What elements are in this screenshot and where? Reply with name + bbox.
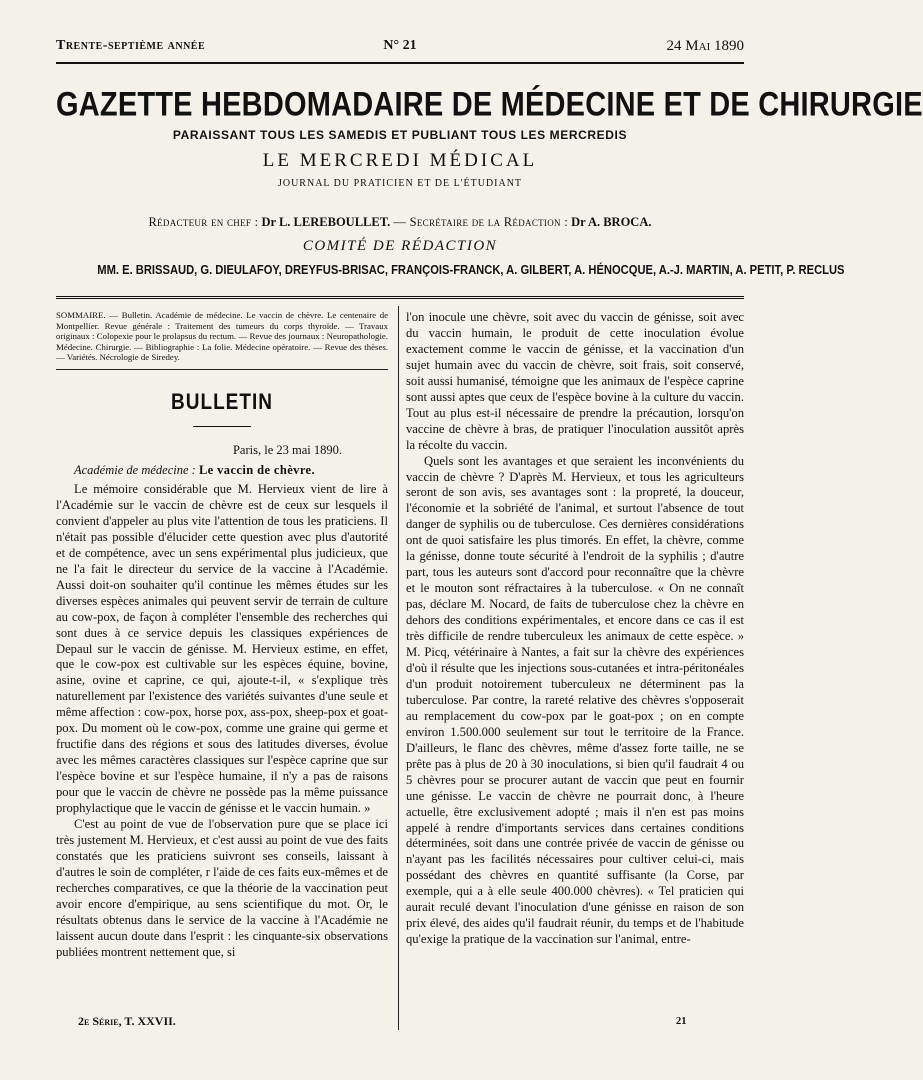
signature-mark: 21 xyxy=(676,1016,687,1027)
issue-date: 24 Mai 1890 xyxy=(666,38,744,54)
table-of-contents: SOMMAIRE. — Bulletin. Académie de médecine. Le vaccin de chèvre. Le centenaire de Montpellier. Revue générale : Traitement des tumeurs du corps thyroïde. — Travaux originaux : Colopexie pour le prolapsus du rectum. — Revue des journaux : Neuropathologie. Médecine. Chirurgie. — Bibliographie : La folie. Médecine opératoire. — Revue des thèses. — Variétés. Nécrologie de Siredey. xyxy=(56,310,388,363)
journal-title: GAZETTE HEBDOMADAIRE DE MÉDECINE ET DE CHIRURGIE xyxy=(56,86,923,124)
column-divider xyxy=(398,306,399,1030)
issue-number: N° 21 xyxy=(383,38,417,53)
left-column xyxy=(56,310,388,961)
editors-line xyxy=(56,215,744,230)
article-paragraph: l'on inocule une chèvre, soit avec du vaccin de génisse, soit avec du vaccin humain, le produit de cette inoculation évolue exactement comme le vaccin de génisse, et la vaccination d'un sujet humain avec du vaccin de chèvre, soit frais, soit conservé, soit aussi humanisé, témoigne que les animaux de l'espèce caprine sont aussi aptes que ceux de l'espèce bovine à la culture du vaccin. Tout au plus est-il nécessaire de prendre la précaution, lorsqu'on vaccine de chèvre à bras, de pratiquer l'inoculation aussitôt après la récolte du vaccin. xyxy=(406,310,744,452)
section-title: Le vaccin de chèvre. xyxy=(198,462,316,477)
article-paragraph: C'est au point de vue de l'observation pure que se place ici très justement M. Hervieux, et c'est aussi au point de vue des faits constatés que les praticiens suivront ses conseils, laissant à d'autres le soin de compléter, r l'aide de ces faits eux-mêmes et de recherches comparatives, ce que la théorie de la vaccination peut avoir encore d'empirique, au sens scientifique du mot. Or, le résultats obtenus dans le service de la vaccine à l'Académie ne laissent aucun doute dans l'esprit : les cinquante-six observations publiées montrent nettement que, si xyxy=(56,816,388,959)
right-column xyxy=(406,310,744,948)
section-label: Académie de médecine : xyxy=(74,462,196,477)
comite-heading: COMITÉ DE RÉDACTION xyxy=(302,238,498,254)
issue-header xyxy=(56,38,744,58)
bulletin-heading: BULLETIN xyxy=(171,390,273,415)
top-rule xyxy=(56,62,744,64)
redacteur-name: Dr L. LEREBOULLET. xyxy=(261,215,391,229)
article-paragraph: Quels sont les avantages et que seraient les inconvénients du vaccin de chèvre ? D'après M. Hervieux, et tous les agriculteurs seront de son avis, ses avantages sont : la propreté, la douceur, l'économie et la sobriété de l'animal, et surtout l'absence de tout danger de syphilis ou de tuberculose. Ces dernières considérations ont de quoi satisfaire les plus timorés. En effet, la chèvre, comme la génisse, donne toute sécurité à l'endroit de la syphilis ; d'autre part, tous les auteurs sont d'accord pour reconnaître que la chèvre et le mouton sont réfractaires à la tuberculose. « On ne connaît pas, déclare M. Nocard, de faits de tuberculose chez la chèvre en dehors des conditions expérimentales, et encore dans ce cas il est très difficile de rendre tuberculeux les animaux de cette espèce. » M. Picq, vétérinaire à Nantes, a fait sur la chèvre des expériences d'où il résulte que les injections sous-cutanées et intra-péritonéales d'un produit notoirement tuberculeux ne déterminent pas la tuberculose. Par contre, la rareté relative des chèvres s'opposerait au remplacement du cow-pox par le goat-pox ; on en compte environ 1.500.000 seulement sur tout le territoire de la France. D'ailleurs, le flanc des chèvres, même d'assez forte taille, ne se prête pas à plus de 20 à 30 inoculations, si bien qu'il faudrait 4 ou 5 chèvres pour se procurer autant de vaccin que peut en fournir une génisse. Le vaccin de chèvre ne pourrait donc, à l'heure actuelle, être exclusivement adopté ; mais il n'en est pas moins appelé à rendre d'importants services dans certaines conditions déterminées, soit dans une contrée privée de vaccin de génisse ou n'ayant pas les facilités nécessaires pour cultiver celui-ci, mais possédant des chèvres en quantité suffisante (la Corse, par exemple, qui a à elle seule 400.000 chèvres). « Tel praticien qui aurait reculé devant l'inoculation d'une génisse en raison de son prix élevé, des aides qu'il faudrait réunir, du temps et de l'habitude qu'exige la pratique de la vaccination sur l'animal, entre- xyxy=(406,453,744,947)
section-heading xyxy=(56,463,388,478)
sommaire-rule xyxy=(56,369,388,370)
supplement-title: LE MERCREDI MÉDICAL xyxy=(262,150,538,171)
secretaire-name: Dr A. BROCA. xyxy=(571,215,652,229)
year-label: Trente-septième année xyxy=(56,38,206,53)
redacteur-label: Rédacteur en chef : xyxy=(148,215,259,229)
comite-members: MM. E. BRISSAUD, G. DIEULAFOY, DREYFUS-BRISAC, FRANÇOIS-FRANCK, A. GILBERT, A. HÉNOCQUE, A.-J. MARTIN, A. PETIT, P. RECLUS xyxy=(97,262,845,277)
article-paragraph: Le mémoire considérable que M. Hervieux vient de lire à l'Académie sur le vaccin de chèvre est de ceux sur lesquels il convient d'appeler au plus vite l'attention de tous les praticiens. Il n'était pas possible d'élucider cette question avec plus d'autorité et de compétence, avec un sens expérimental plus judicieux, que ne l'a fait le directeur du service de la vaccine à l'Académie. Aussi doit-on souhaiter qu'il continue les mêmes études sur les diverses espèces animales qui peuvent servir de terrain de culture au cow-pox, de façon à compléter l'ensemble des recherches qui sont dues à ce service depuis les classiques expériences de Depaul sur le vaccin de génisse. M. Hervieux estime, en effet, que le cow-pox est cultivable sur les espèces équine, bovine, asine, ovine et caprine, ce qui, ajoute-t-il, « s'explique très naturellement par l'existence des variétés suivantes d'une seule et même affection : cow-pox, horse pox, ass-pox, sheep-pox et goat-pox. Du moment où le cow-pox, comme une graine qui germe et fructifie dans des régions et sous des latitudes diverses, évolue avec les mêmes caractères classiques sur l'espèce caprine que sur l'espèce bovine et sur l'espèce humaine, il n'y a pas de raisons pour que le vaccin de chèvre ne possède pas la même puissance prophylactique que le vaccin de génisse et le vaccin humain. » xyxy=(56,481,389,816)
masthead-rule xyxy=(56,296,744,301)
series-footer: 2e Série, T. XXVII. xyxy=(78,1014,176,1028)
bulletin-rule xyxy=(193,426,251,427)
dateline: Paris, le 23 mai 1890. xyxy=(232,442,342,457)
publication-schedule: PARAISSANT TOUS LES SAMEDIS ET PUBLIANT TOUS LES MERCREDIS xyxy=(172,128,628,142)
supplement-tagline: JOURNAL DU PRATICIEN ET DE L'ÉTUDIANT xyxy=(277,178,523,189)
secretaire-label: — Secrétaire de la Rédaction : xyxy=(393,215,569,229)
